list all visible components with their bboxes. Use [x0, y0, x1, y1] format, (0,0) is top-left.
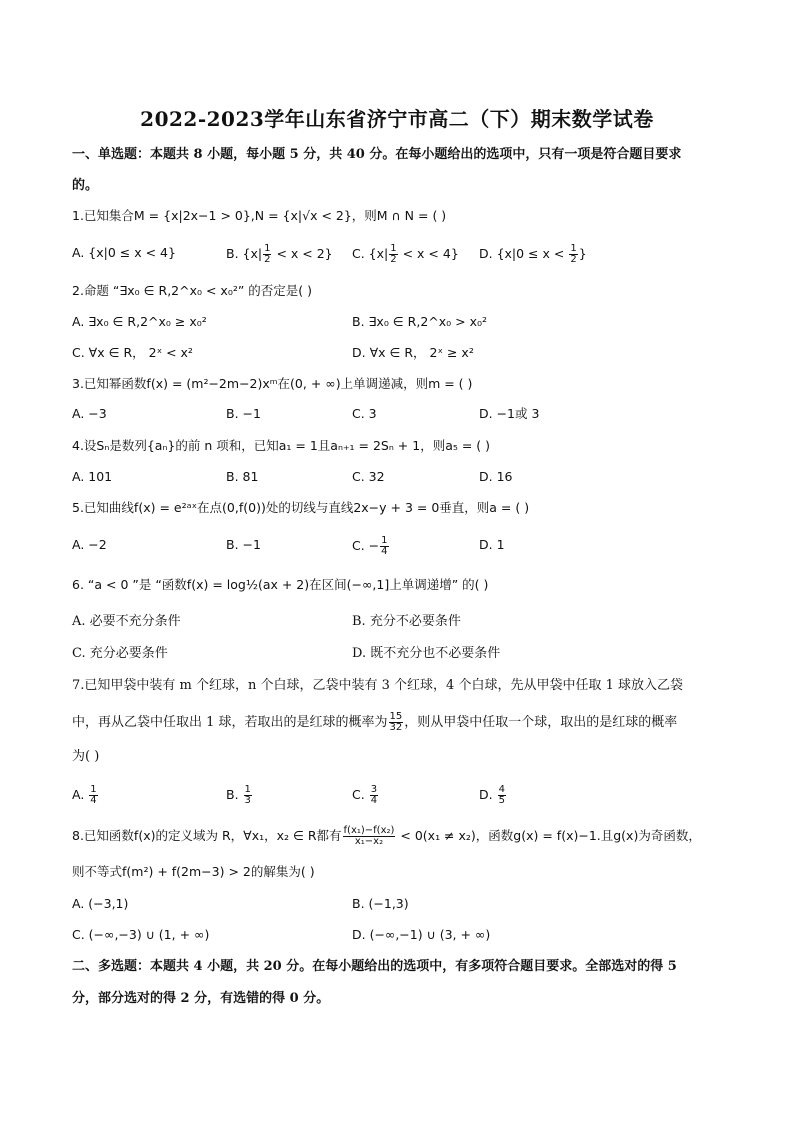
question-4-option-b: B. 81	[226, 469, 259, 484]
question-6-option-d: D. 既不充分也不必要条件	[352, 646, 501, 661]
question-4-option-d: D. 16	[479, 469, 513, 484]
question-1-option-b: B. {x| $\frac{1}{2}$ < x < 2}	[226, 243, 333, 265]
fraction: $\frac{1}{4}$	[381, 535, 388, 557]
question-7-stem-line-1: 7.已知甲袋中装有 m 个红球，n 个白球，乙袋中装有 3 个红球，4 个白球，先从甲袋中任取 1 球放入乙袋	[72, 678, 683, 693]
question-5-option-b: B. −1	[226, 537, 261, 552]
question-6-stem: 6. “a < 0 ”是 “函数f(x) = log½(ax + 2)在区间(−∞,1]上单调递增” 的( )	[72, 577, 489, 592]
question-7-stem-line-3: 为( )	[72, 749, 100, 764]
question-5-stem: 5.已知曲线f(x) = e²ᵃˣ在点(0,f(0))处的切线与直线2x−y + 3 = 0垂直，则a = ( )	[72, 500, 530, 515]
fraction: $\frac{\text{f(x₁)−f(x₂)}}{\text{x₁−x₂}}$	[343, 825, 395, 847]
question-2-option-b: B. ∃x₀ ∈ R,2^x₀ > x₀²	[352, 314, 487, 329]
question-7-stem-line-2: 中，再从乙袋中任取出 1 球，若取出的是红球的概率为 $\frac{15}{32}$ ，则从甲袋中任取一个球，取出的是红球的概率	[72, 711, 678, 733]
question-2-stem: 2.命题 “∃x₀ ∈ R,2^x₀ < x₀²” 的否定是( )	[72, 283, 313, 298]
section1-instructions: 一、单选题：本题共 8 小题，每小题 5 分，共 40 分。在每小题给出的选项中，只有一项是符合题目要求	[72, 147, 682, 162]
fraction: $\frac{1}{4}$	[90, 784, 97, 806]
question-1-option-c: C. {x| $\frac{1}{2}$ < x < 4}	[352, 243, 459, 265]
fraction: $\frac{1}{3}$	[244, 784, 251, 806]
fraction: $\frac{4}{5}$	[498, 784, 505, 806]
fraction: $\frac{1}{2}$	[390, 243, 397, 265]
question-6-option-a: A. 必要不充分条件	[72, 614, 181, 629]
question-3-option-b: B. −1	[226, 406, 261, 421]
question-7-option-d: D. $\frac{4}{5}$	[479, 784, 505, 806]
question-8-option-c: C. (−∞,−3) ∪ (1, + ∞)	[72, 927, 210, 942]
question-4-option-c: C. 32	[352, 469, 385, 484]
section2-instructions-cont: 分，部分选对的得 2 分，有选错的得 0 分。	[72, 991, 330, 1006]
question-3-option-a: A. −3	[72, 406, 107, 421]
question-8-option-a: A. (−3,1)	[72, 896, 129, 911]
question-8-stem-line-2: 则不等式f(m²) + f(2m−3) > 2的解集为( )	[72, 864, 315, 879]
question-7-option-a: A. $\frac{1}{4}$	[72, 784, 97, 806]
question-3-option-c: C. 3	[352, 406, 377, 421]
page-title: 2022-2023学年山东省济宁市高二（下）期末数学试卷	[140, 107, 654, 131]
question-1-option-a: A. {x|0 ≤ x < 4}	[72, 245, 176, 260]
question-7-option-c: C. $\frac{3}{4}$	[352, 784, 378, 806]
question-5-option-c: C. − $\frac{1}{4}$	[352, 535, 388, 557]
question-6-option-b: B. 充分不必要条件	[352, 614, 461, 629]
fraction: $\frac{15}{32}$	[389, 711, 403, 733]
question-2-option-c: C. ∀x ∈ R， 2ˣ < x²	[72, 345, 193, 360]
question-8-option-d: D. (−∞,−1) ∪ (3, + ∞)	[352, 927, 491, 942]
question-4-stem: 4.设Sₙ是数列{aₙ}的前 n 项和，已知a₁ = 1且aₙ₊₁ = 2Sₙ + 1，则a₅ = ( )	[72, 438, 491, 453]
fraction: $\frac{3}{4}$	[370, 784, 378, 806]
section1-instructions-cont: 的。	[72, 178, 99, 193]
question-1-option-d: D. {x|0 ≤ x < $\frac{1}{2}$ }	[479, 243, 587, 265]
question-8-stem-line-1: 8.已知函数f(x)的定义域为 R，∀x₁，x₂ ∈ R都有 $\frac{\text{f(x₁)−f(x₂)}}{\text{x₁−x₂}}$ < 0(x₁ ≠ x₂)，函数g(x) = f(x)−1.且g(x)为奇函数，	[72, 825, 701, 847]
question-8-option-b: B. (−1,3)	[352, 896, 409, 911]
fraction: $\frac{1}{2}$	[570, 243, 577, 265]
question-2-option-a: A. ∃x₀ ∈ R,2^x₀ ≥ x₀²	[72, 314, 207, 329]
fraction: $\frac{1}{2}$	[264, 243, 271, 265]
question-1-stem: 1.已知集合M = {x|2x−1 > 0},N = {x|√x < 2}，则M ∩ N = ( )	[72, 208, 447, 223]
question-7-option-b: B. $\frac{1}{3}$	[226, 784, 251, 806]
question-6-option-c: C. 充分必要条件	[72, 646, 168, 661]
question-3-option-d: D. −1或 3	[479, 406, 540, 421]
question-2-option-d: D. ∀x ∈ R， 2ˣ ≥ x²	[352, 345, 474, 360]
question-5-option-a: A. −2	[72, 537, 107, 552]
question-4-option-a: A. 101	[72, 469, 113, 484]
section2-instructions: 二、多选题：本题共 4 小题，共 20 分。在每小题给出的选项中，有多项符合题目要求。全部选对的得 5	[72, 959, 677, 974]
question-5-option-d: D. 1	[479, 537, 505, 552]
question-3-stem: 3.已知幂函数f(x) = (m²−2m−2)xᵐ在(0, + ∞)上单调递减，则m = ( )	[72, 376, 473, 391]
